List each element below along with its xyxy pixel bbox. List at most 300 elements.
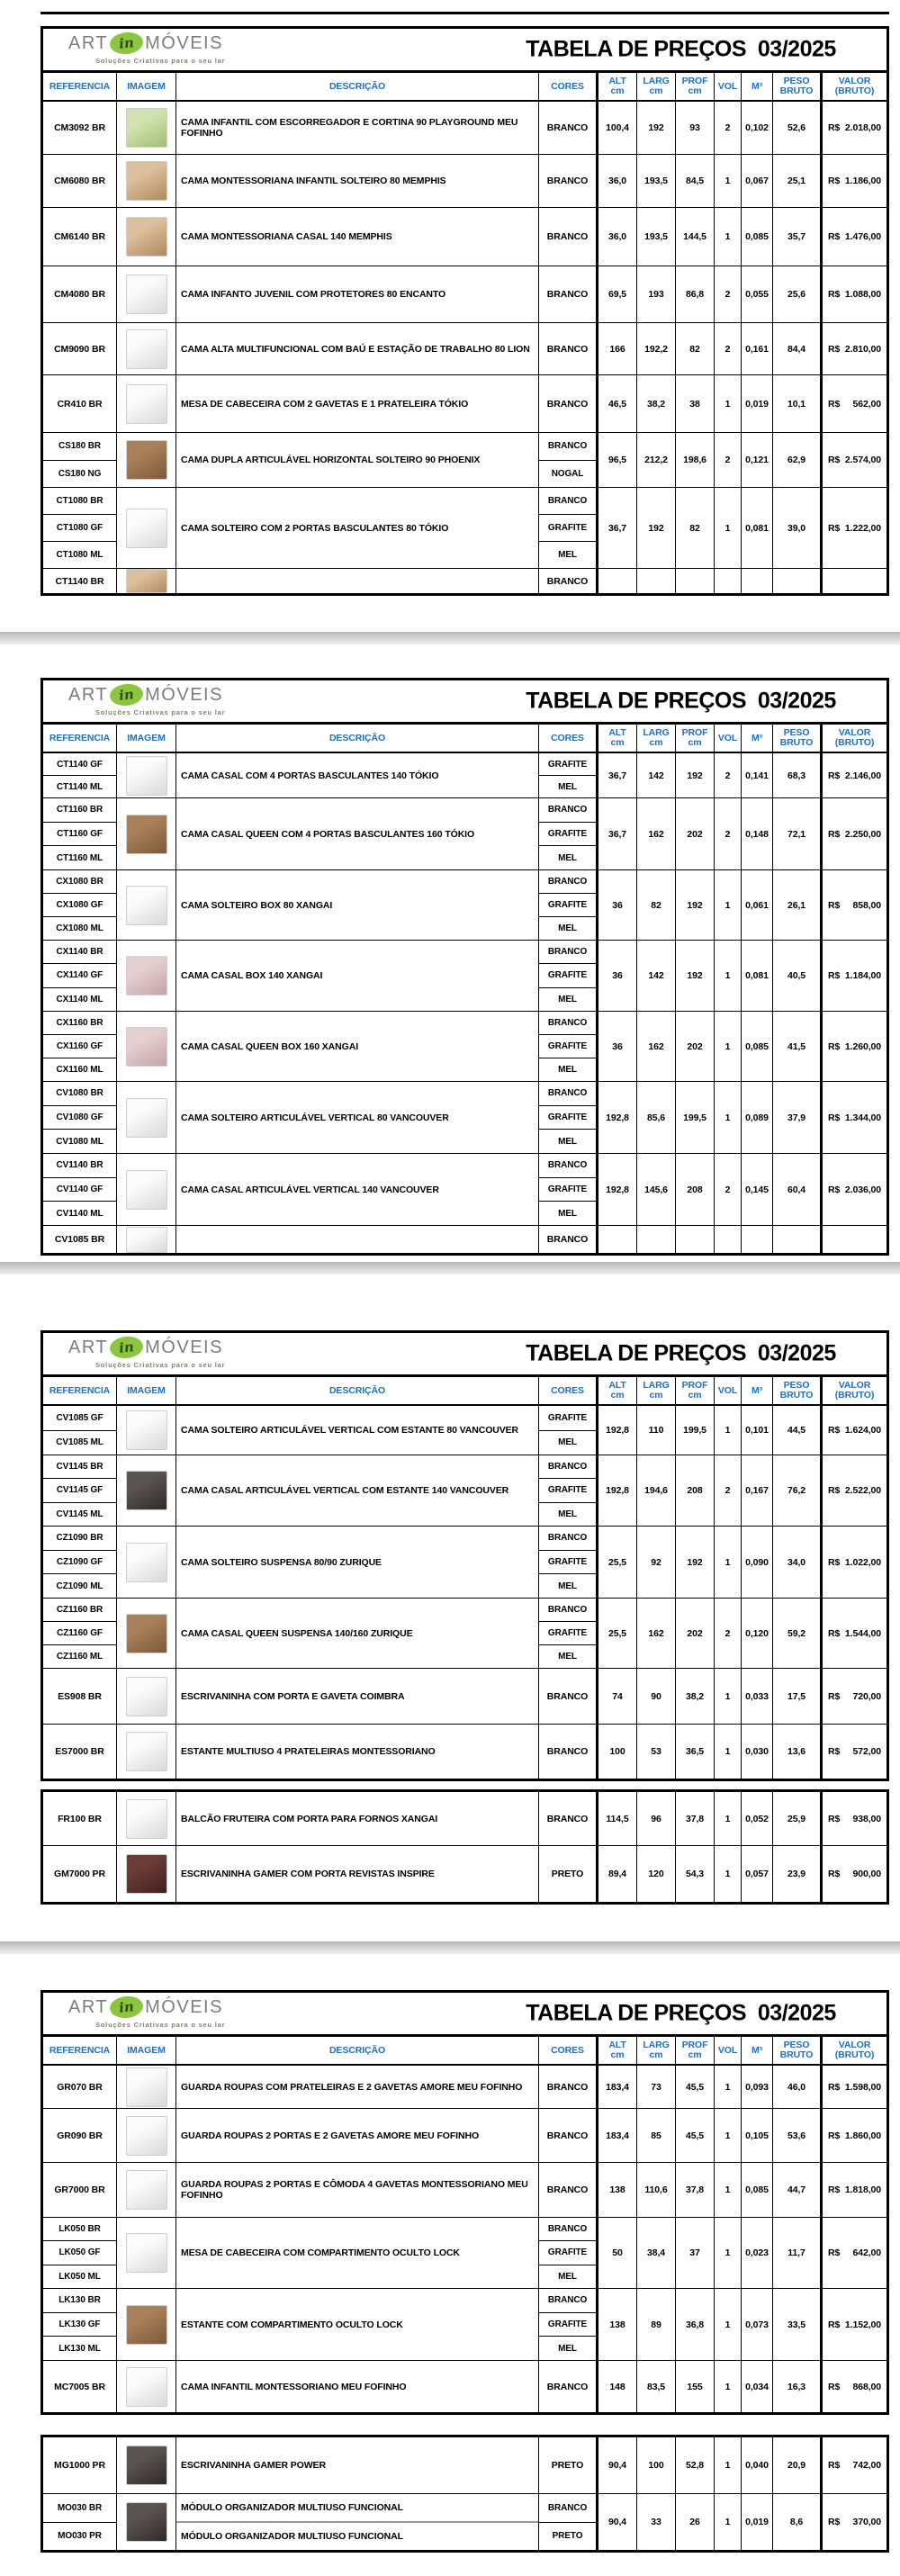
alt-value: 36,7: [608, 770, 627, 781]
price-cell: [823, 1082, 886, 1153]
color-option: GRAFITE: [539, 515, 596, 542]
vol-value: 1: [724, 1690, 731, 1702]
product-row: [43, 2109, 886, 2163]
column-header-referencia: [43, 725, 117, 752]
product-image: [126, 886, 167, 925]
product-reference: LK130 GF: [43, 2313, 116, 2337]
alt-cell: [598, 1527, 637, 1598]
product-image: [126, 1410, 167, 1450]
image-cell: [117, 1082, 176, 1153]
image-cell: [117, 870, 176, 940]
product-image: [126, 815, 167, 854]
description-cell: [176, 1669, 539, 1724]
color-option: BRANCO: [539, 2289, 596, 2313]
m3-cell: [742, 2361, 773, 2412]
image-cell: [117, 2109, 176, 2162]
color-option: MEL: [558, 550, 577, 560]
prof-cell: [676, 375, 715, 432]
description-cell: [176, 569, 539, 593]
m3-cell: [742, 488, 773, 568]
colors-cell: [539, 1669, 598, 1724]
peso-value: 76,2: [787, 1485, 806, 1496]
currency-symbol: R$: [828, 2517, 841, 2527]
price-cell: [823, 1599, 886, 1668]
larg-value: 73: [651, 2081, 662, 2093]
column-label: REFERENCIA: [49, 80, 111, 92]
m3-value: 0,057: [745, 1869, 769, 1879]
color-option-cell: [539, 2289, 598, 2360]
vol-value: 1: [724, 2130, 731, 2141]
prof-value: 155: [687, 2381, 703, 2392]
product-image: [126, 2502, 167, 2542]
reference-cell: [43, 208, 117, 266]
color-option: BRANCO: [539, 1455, 596, 1479]
m3-cell: [742, 1082, 773, 1153]
m3-value: 0,040: [745, 2460, 769, 2471]
peso-value: 39,0: [787, 522, 806, 534]
product-reference: CM9090 BR: [54, 343, 105, 355]
alt-cell: [598, 2163, 637, 2217]
description-cell: [176, 870, 539, 940]
column-header-m3: [742, 1377, 773, 1404]
vol-cell: [715, 2494, 742, 2550]
m3-value: 0,121: [745, 455, 769, 465]
prof-cell: [676, 2066, 715, 2108]
column-header-valor-bruto: [823, 73, 886, 100]
product-row: [43, 2361, 886, 2412]
prof-cell: [676, 1406, 715, 1455]
column-label: VALOR: [838, 76, 871, 86]
column-label: IMAGEM: [127, 2044, 166, 2056]
product-row: [43, 102, 886, 155]
column-header-referencia: [43, 2037, 117, 2064]
column-label: REFERENCIA: [49, 732, 111, 743]
column-header-larg: [637, 73, 676, 100]
m3-value: 0,019: [745, 398, 769, 410]
column-sublabel: BRUTO: [779, 1390, 814, 1401]
m3-cell: [742, 798, 773, 869]
peso-cell: [773, 488, 823, 568]
colors-cell: [539, 375, 598, 432]
page-divider: [0, 1941, 900, 1954]
column-label: VOL: [717, 732, 738, 743]
product-description: BALCÃO FRUTEIRA COM PORTA PARA FORNOS XANGAI: [181, 1813, 438, 1824]
currency-symbol: R$: [828, 122, 841, 133]
prof-value: 199,5: [683, 1112, 706, 1123]
vol-cell: [715, 870, 742, 940]
product-reference: CZ1160 BR: [43, 1599, 116, 1622]
color-option-cell: [539, 2494, 598, 2550]
vol-cell: [715, 1012, 742, 1081]
column-header-m3: [742, 725, 773, 752]
product-reference: MO030 PR: [58, 2531, 102, 2542]
prof-value: 36,5: [685, 1746, 705, 1757]
product-row: [43, 1846, 886, 1902]
product-reference: GM7000 PR: [54, 1869, 105, 1879]
page-4-table-continued: [40, 2435, 889, 2553]
color-option-cell: [539, 798, 598, 869]
product-image: [126, 1471, 167, 1510]
prof-cell: [676, 1846, 715, 1902]
color-option: GRAFITE: [539, 1622, 596, 1645]
product-description: CAMA CASAL BOX 140 XANGAI: [181, 970, 323, 981]
price-value: 1.260,00: [844, 1040, 881, 1052]
vol-value: 1: [724, 2247, 731, 2258]
column-label: VOL: [717, 2044, 738, 2056]
alt-value: 166: [609, 343, 626, 355]
description-cell: [176, 2494, 539, 2550]
logo-art-text: ART: [68, 684, 109, 705]
product-image: [126, 2305, 167, 2345]
larg-value: 89: [651, 2319, 662, 2330]
peso-value: 44,7: [787, 2184, 806, 2195]
larg-value: 162: [648, 828, 664, 840]
color-option-cell: [539, 1527, 598, 1598]
vol-value: 1: [724, 1746, 731, 1757]
vol-value: 2: [724, 122, 731, 133]
column-label: CORES: [551, 2044, 584, 2056]
alt-value: 114,5: [606, 1813, 629, 1824]
peso-cell: [773, 2289, 823, 2360]
product-reference: CV1080 ML: [56, 1136, 104, 1147]
product-row: [43, 870, 886, 941]
m3-cell: [742, 2437, 773, 2493]
column-label: IMAGEM: [127, 80, 166, 92]
color-option: BRANCO: [546, 2081, 589, 2093]
vol-cell: [715, 2218, 742, 2288]
currency-symbol: R$: [828, 2319, 841, 2330]
larg-cell: [637, 2289, 676, 2360]
color-option: MEL: [558, 1509, 577, 1519]
prof-value: 52,8: [685, 2460, 705, 2471]
price-cell: [823, 266, 886, 322]
image-cell: [117, 798, 176, 869]
vol-value: 2: [724, 455, 731, 465]
color-option: MEL: [558, 1437, 577, 1448]
description-cell: [176, 2066, 539, 2108]
column-label: IMAGEM: [127, 1384, 166, 1396]
column-sublabel: cm: [649, 1390, 663, 1401]
description-cell: [176, 2109, 539, 2162]
price-value: 2.810,00: [844, 343, 881, 355]
image-cell: [117, 323, 176, 374]
larg-value: 212,2: [644, 455, 668, 465]
logo-art-text: ART: [68, 1996, 109, 2017]
larg-value: 193,5: [644, 231, 668, 242]
price-value: 900,00: [852, 1869, 881, 1879]
peso-value: 23,9: [787, 1869, 806, 1879]
price-value: 2.250,00: [844, 828, 881, 840]
price-cell: [823, 1846, 886, 1902]
product-row: [43, 155, 886, 208]
product-description: CAMA CASAL COM 4 PORTAS BASCULANTES 140 TÓKIO: [181, 770, 439, 781]
column-header-alt: [598, 1377, 637, 1404]
color-option-cell: [539, 941, 598, 1011]
product-row: [43, 208, 886, 266]
larg-value: 192: [648, 122, 664, 133]
column-sublabel: cm: [688, 86, 702, 96]
price-cell: [823, 375, 886, 432]
larg-value: 142: [648, 970, 664, 981]
currency-symbol: R$: [828, 828, 841, 840]
column-sublabel: cm: [649, 737, 663, 748]
column-header-valor-bruto: [823, 1377, 886, 1404]
reference-cell: [43, 1226, 117, 1253]
description-cell: [176, 2437, 539, 2493]
product-image: [126, 1543, 167, 1582]
reference-cell: [43, 2109, 117, 2162]
m3-value: 0,034: [745, 2381, 769, 2392]
color-option: MEL: [558, 1652, 577, 1662]
column-label: PESO: [783, 1380, 810, 1391]
prof-cell: [676, 2163, 715, 2217]
prof-value: 93: [689, 122, 700, 133]
product-description: ESCRIVANINHA GAMER POWER: [181, 2460, 326, 2471]
prof-value: 82: [689, 522, 700, 534]
product-reference-cell: [43, 798, 117, 869]
logo-tagline: Soluções Criativas para o seu lar: [95, 708, 226, 716]
larg-value: 85: [651, 2130, 662, 2141]
page-title: TABELA DE PREÇOS 03/2025: [526, 1340, 836, 1366]
color-option-cell: [539, 488, 598, 568]
currency-symbol: R$: [828, 1869, 841, 1879]
color-option-cell: [539, 1154, 598, 1225]
alt-cell: [598, 1725, 637, 1779]
larg-cell: [637, 2361, 676, 2412]
alt-value: 89,4: [608, 1869, 627, 1879]
column-label: REFERENCIA: [49, 2044, 111, 2056]
larg-value: 162: [648, 1627, 664, 1639]
prof-value: 192: [687, 1556, 703, 1568]
column-label: DESCRIÇÃO: [328, 80, 386, 92]
product-row: [43, 433, 886, 488]
product-reference-cell: [43, 1527, 117, 1598]
product-reference: CT1160 ML: [56, 852, 104, 863]
product-reference: CT1160 GF: [43, 823, 116, 847]
larg-cell: [637, 488, 676, 568]
colors-cell: [539, 266, 598, 322]
product-description: CAMA INFANTIL COM ESCORREGADOR E CORTINA 90 PLAYGROUND MEU FOFINHO: [181, 117, 518, 139]
page-4-table: [40, 1990, 889, 2415]
colors-cell: [539, 1792, 598, 1845]
product-reference: CV1080 GF: [43, 1106, 116, 1130]
product-reference: CV1140 ML: [56, 1208, 104, 1219]
vol-cell: [715, 208, 742, 266]
color-option: BRANCO: [546, 231, 589, 242]
reference-cell: [43, 1725, 117, 1779]
product-description: CAMA DUPLA ARTICULÁVEL HORIZONTAL SOLTEIRO 90 PHOENIX: [181, 455, 481, 465]
prof-cell: [676, 102, 715, 154]
m3-value: 0,085: [745, 1040, 769, 1052]
peso-cell: [773, 2361, 823, 2412]
prof-value: 82: [689, 343, 700, 355]
peso-value: 35,7: [787, 231, 806, 242]
product-description: CAMA INFANTIL MONTESSORIANO MEU FOFINHO: [181, 2381, 407, 2392]
larg-cell: [637, 1226, 676, 1253]
currency-symbol: R$: [828, 1690, 841, 1702]
image-cell: [117, 1012, 176, 1081]
vol-value: 1: [724, 1425, 731, 1436]
column-header-imagem: [117, 1377, 176, 1404]
product-reference: CZ1160 GF: [43, 1622, 116, 1645]
prof-cell: [676, 870, 715, 940]
color-option: BRANCO: [546, 343, 589, 355]
color-option-cell: [539, 1082, 598, 1153]
product-reference: MO030 BR: [43, 2494, 116, 2523]
product-image: [126, 440, 167, 480]
larg-cell: [637, 102, 676, 154]
image-cell: [117, 2066, 176, 2108]
column-sublabel: BRUTO: [779, 737, 814, 748]
table-column-headers: [43, 73, 886, 102]
peso-value: 25,9: [787, 1813, 806, 1824]
column-label: M³: [751, 2044, 763, 2056]
price-value: 1.624,00: [844, 1425, 881, 1436]
column-header-imagem: [117, 725, 176, 752]
larg-cell: [637, 2218, 676, 2288]
larg-value: 162: [648, 1040, 664, 1052]
color-option: GRAFITE: [539, 1479, 596, 1502]
larg-cell: [637, 2163, 676, 2217]
alt-value: 183,4: [606, 2130, 629, 2141]
peso-cell: [773, 1846, 823, 1902]
logo-wordmark: [68, 32, 225, 55]
m3-cell: [742, 2163, 773, 2217]
product-image: [126, 569, 167, 592]
colors-cell: [539, 323, 598, 374]
color-option: NOGAL: [551, 468, 584, 479]
product-description: CAMA CASAL QUEEN BOX 160 XANGAI: [181, 1040, 359, 1052]
peso-value: 11,7: [788, 2247, 806, 2258]
peso-cell: [773, 433, 823, 487]
alt-cell: [598, 2109, 637, 2162]
product-row: [43, 1599, 886, 1669]
colors-cell: [539, 2163, 598, 2217]
color-option: BRANCO: [539, 2494, 596, 2523]
color-option: BRANCO: [539, 1154, 596, 1178]
peso-cell: [773, 1154, 823, 1225]
image-cell: [117, 2494, 176, 2550]
product-reference: LK050 BR: [43, 2218, 116, 2241]
currency-symbol: R$: [828, 2081, 841, 2093]
column-header-larg: [637, 2037, 676, 2064]
column-label: LARG: [643, 1380, 670, 1391]
product-reference: CV1085 ML: [56, 1437, 104, 1448]
alt-cell: [598, 569, 637, 593]
larg-cell: [637, 266, 676, 322]
larg-cell: [637, 1599, 676, 1668]
prof-value: 84,5: [685, 176, 705, 186]
price-value: 1.476,00: [844, 231, 881, 242]
alt-cell: [598, 2066, 637, 2108]
product-reference: CX1080 ML: [56, 923, 104, 933]
alt-value: 36: [612, 899, 623, 911]
product-description: CAMA INFANTO JUVENIL COM PROTETORES 80 ENCANTO: [181, 289, 446, 300]
description-cell: [176, 941, 539, 1011]
m3-value: 0,061: [745, 899, 769, 911]
peso-cell: [773, 1599, 823, 1668]
colors-cell: [539, 2361, 598, 2412]
image-cell: [117, 488, 176, 568]
m3-cell: [742, 569, 773, 593]
product-image: [126, 2116, 167, 2156]
peso-value: 44,5: [787, 1425, 806, 1436]
image-cell: [117, 1725, 176, 1779]
vol-cell: [715, 2163, 742, 2217]
column-header-peso-bruto: [773, 725, 823, 752]
reference-cell: [43, 323, 117, 374]
product-image: [126, 2067, 167, 2107]
table-column-headers: [43, 725, 886, 753]
alt-cell: [598, 1599, 637, 1668]
prof-cell: [676, 1599, 715, 1668]
m3-value: 0,161: [745, 343, 769, 355]
color-option-cell: [539, 433, 598, 487]
price-cell: [823, 2163, 886, 2217]
m3-cell: [742, 1792, 773, 1845]
logo-tagline: Soluções Criativas para o seu lar: [95, 57, 226, 65]
colors-cell: [539, 2109, 598, 2162]
column-label: PROF: [681, 727, 708, 738]
vol-value: 1: [724, 176, 731, 186]
image-cell: [117, 1226, 176, 1253]
product-reference-cell: [43, 1455, 117, 1526]
color-option: MEL: [558, 2271, 577, 2282]
product-image: [126, 2233, 167, 2273]
price-value: 868,00: [852, 2381, 881, 2392]
description-cell: [176, 1846, 539, 1902]
price-value: 370,00: [852, 2517, 881, 2527]
column-header-alt: [598, 725, 637, 752]
vol-value: 1: [724, 522, 731, 534]
m3-cell: [742, 941, 773, 1011]
product-reference: CT1160 BR: [43, 798, 116, 823]
vol-value: 1: [724, 2184, 731, 2195]
prof-cell: [676, 798, 715, 869]
column-header-imagem: [117, 2037, 176, 2064]
alt-value: 138: [609, 2184, 626, 2195]
product-row: [43, 1154, 886, 1226]
prof-cell: [676, 433, 715, 487]
peso-cell: [773, 2218, 823, 2288]
color-option: BRANCO: [539, 488, 596, 515]
color-option-cell: [539, 2218, 598, 2288]
color-option: MEL: [558, 923, 577, 933]
color-option: BRANCO: [539, 2218, 596, 2241]
currency-symbol: R$: [828, 1040, 841, 1052]
image-cell: [117, 433, 176, 487]
currency-symbol: R$: [828, 289, 841, 300]
color-option: GRAFITE: [539, 964, 596, 987]
product-reference: CS180 BR: [43, 433, 116, 461]
peso-cell: [773, 1406, 823, 1455]
column-header-alt: [598, 73, 637, 100]
larg-cell: [637, 870, 676, 940]
product-description: MÓDULO ORGANIZADOR MULTIUSO FUNCIONAL: [176, 2494, 538, 2523]
product-reference-cell: [43, 1154, 117, 1225]
vol-cell: [715, 1082, 742, 1153]
color-option: BRANCO: [546, 2381, 589, 2392]
prof-cell: [676, 155, 715, 207]
product-description: ESTANTE MULTIUSO 4 PRATELEIRAS MONTESSORIANO: [181, 1746, 436, 1757]
column-sublabel: BRUTO: [779, 2049, 814, 2060]
prof-cell: [676, 2218, 715, 2288]
currency-symbol: R$: [828, 2184, 841, 2195]
product-image: [126, 2170, 167, 2210]
product-description: CAMA SOLTEIRO SUSPENSA 80/90 ZURIQUE: [181, 1556, 382, 1568]
larg-value: 142: [648, 770, 664, 781]
logo-in-badge: in: [109, 682, 144, 707]
